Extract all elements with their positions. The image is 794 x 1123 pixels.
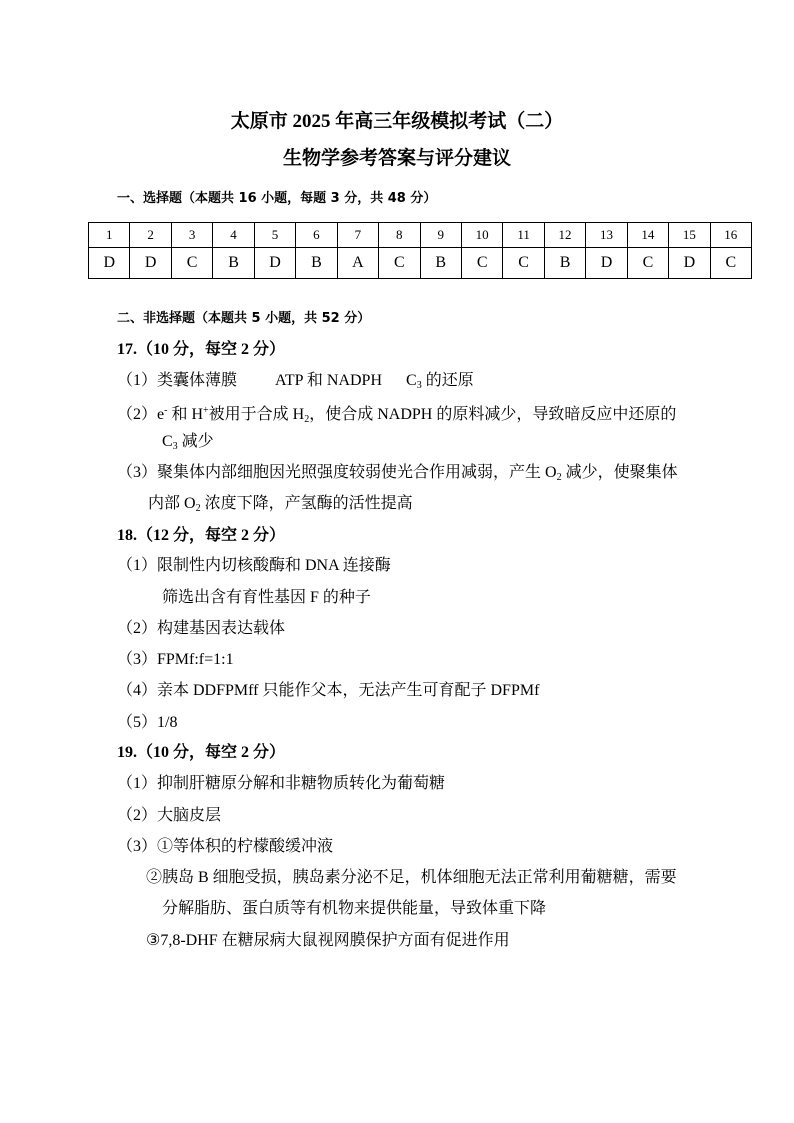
question-number-cell: 16 (710, 223, 751, 248)
question-number-cell: 1 (89, 223, 130, 248)
question-number-cell: 12 (544, 223, 585, 248)
q18-answer-2: （2）构建基因表达载体 (117, 620, 286, 637)
answer-cell: C (627, 248, 668, 279)
q18-header: 18.（12 分，每空 2 分） (117, 527, 286, 544)
answer-cell: C (171, 248, 212, 279)
exam-title: 太原市 2025 年高三年级模拟考试（二） (230, 111, 564, 132)
answer-cell: B (296, 248, 337, 279)
answer-cell: D (669, 248, 710, 279)
q17-a1-part3: $C_3$ 的还原 (406, 372, 474, 391)
question-number-cell: 4 (213, 223, 254, 248)
q17-a1-part2: ATP 和 NADPH (275, 372, 383, 389)
q18-answer-1: （1）限制性内切核酸酶和 DNA 连接酶 (117, 557, 391, 574)
q19-header: 19.（10 分，每空 2 分） (117, 744, 286, 761)
section-1-heading: 一、选择题（本题共 16 小题，每题 3 分，共 48 分） (117, 191, 437, 206)
q19-answer-3: （3）①等体积的柠檬酸缓冲液 (117, 838, 334, 855)
q19-answer-3-part2: ②胰岛 B 细胞受损，胰岛素分泌不足，机体细胞无法正常利用葡糖糖，需要 (146, 869, 677, 886)
answer-cell: C (379, 248, 420, 279)
q19-answer-1: （1）抑制肝糖原分解和非糖物质转化为葡萄糖 (117, 775, 446, 792)
answer-cell: D (130, 248, 171, 279)
answer-cell: B (544, 248, 585, 279)
question-number-cell: 9 (420, 223, 461, 248)
question-number-cell: 7 (337, 223, 378, 248)
q17-answer-1 (117, 371, 474, 396)
q17-a1-part1: 类囊体薄膜 (157, 372, 238, 389)
question-number-cell: 8 (379, 223, 420, 248)
question-number-cell: 10 (461, 223, 502, 248)
q17-header: 17.（10 分，每空 2 分） (117, 341, 286, 358)
answer-cell: B (213, 248, 254, 279)
question-number-cell: 15 (669, 223, 710, 248)
question-number-cell: 2 (130, 223, 171, 248)
answer-cell: B (420, 248, 461, 279)
q17-answer-3: （3）聚集体内部细胞因光照强度较弱使光合作用减弱，产生 $O_2$ 减少，使聚集体 (117, 464, 678, 483)
question-number-cell: 14 (627, 223, 668, 248)
answer-cell: D (254, 248, 295, 279)
answer-cell: C (710, 248, 751, 279)
q17-answer-2: （2）e- 和 H+被用于合成 $H_2$，使合成 NADPH 的原料减少，导致暗反应中还原的 (117, 405, 677, 425)
question-number-cell: 3 (171, 223, 212, 248)
q18-answer-4: （4）亲本 DDFPMff 只能作父本，无法产生可育配子 DFPMf (117, 682, 540, 699)
answer-cell: D (586, 248, 627, 279)
answer-cell: A (337, 248, 378, 279)
q18-answer-1-second: 筛选出含有育性基因 F 的种子 (162, 589, 371, 606)
q18-answer-3: （3）FPMf:f=1:1 (117, 651, 234, 668)
q17-answer-3-cont: 内部 $O_2$ 浓度下降，产氢酶的活性提高 (148, 495, 413, 514)
answer-cell: C (461, 248, 502, 279)
document-subtitle: 生物学参考答案与评分建议 (282, 148, 511, 169)
question-number-cell: 6 (296, 223, 337, 248)
q19-answer-3-part2-cont: 分解脂肪、蛋白质等有机物来提供能量，导致体重下降 (162, 900, 547, 917)
q19-answer-2: （2）大脑皮层 (117, 807, 222, 824)
answer-row (89, 248, 752, 279)
q17-answer-2-cont: $C_3$ 减少 (162, 433, 214, 452)
question-number-row (89, 223, 752, 248)
multiple-choice-answer-table (88, 222, 752, 279)
q18-answer-5: （5）1/8 (117, 714, 178, 731)
question-number-cell: 13 (586, 223, 627, 248)
question-number-cell: 5 (254, 223, 295, 248)
answer-cell: D (89, 248, 130, 279)
question-number-cell: 11 (503, 223, 544, 248)
answer-cell: C (503, 248, 544, 279)
q17-a1-label: （1） (117, 372, 158, 389)
q19-answer-3-part3: ③7,8-DHF 在糖尿病大鼠视网膜保护方面有促进作用 (146, 932, 510, 949)
section-2-heading: 二、非选择题（本题共 5 小题，共 52 分） (117, 311, 371, 326)
